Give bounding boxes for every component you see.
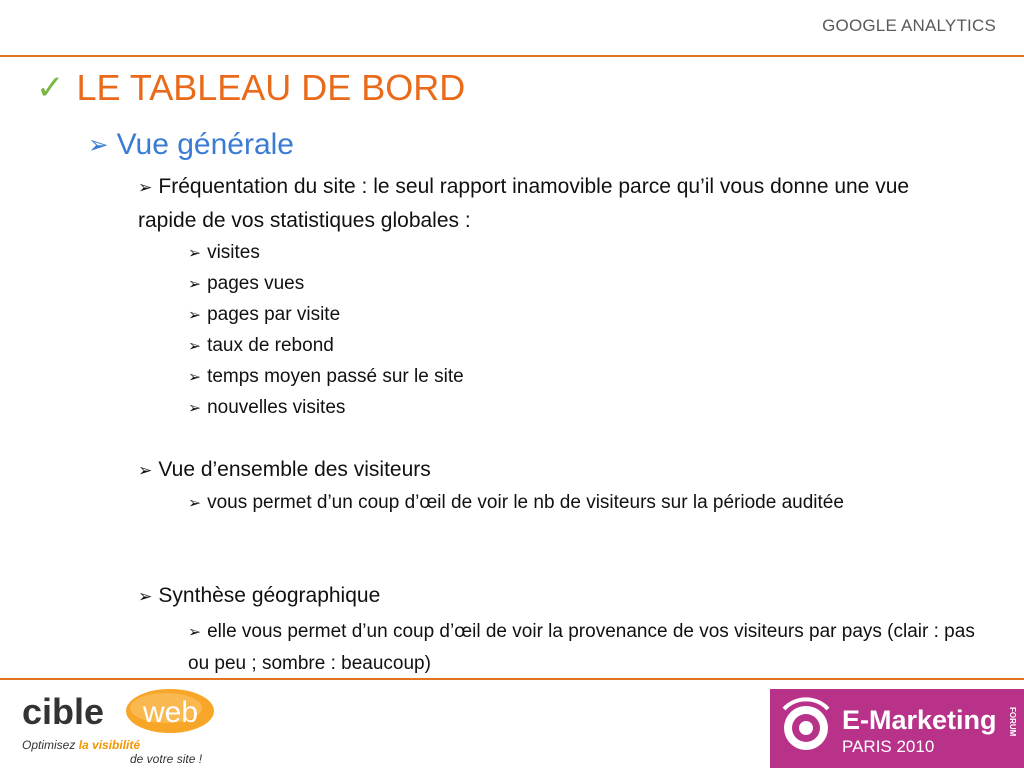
arrow-bullet-icon: ➢ [188, 369, 202, 386]
arrow-bullet-icon: ➢ [188, 245, 202, 262]
title-row [36, 67, 466, 108]
arrow-bullet-icon: ➢ [188, 307, 202, 324]
slide-title: LE TABLEAU DE BORD [76, 67, 466, 108]
forum-event: PARIS 2010 [842, 737, 935, 756]
logo-tagline-highlight: la visibilité [78, 738, 141, 752]
checkmark-icon: ✓ [36, 69, 65, 107]
bullet-geo-detail [188, 616, 978, 679]
arrow-bullet-icon: ➢ [138, 460, 153, 480]
forum-name: E-Marketing [842, 705, 997, 735]
subtitle-row [88, 128, 294, 162]
list-item-text: temps moyen passé sur le site [207, 366, 464, 387]
bullet-text: Fréquentation du site : le seul rapport inamovible parce qu’il vous donne une vue rapide de vos statistiques globales : [138, 175, 910, 232]
list-item-text: pages par visite [207, 304, 341, 325]
slide-subtitle: Vue générale [116, 128, 294, 161]
bottom-divider [0, 678, 1024, 680]
bullet-detail-text: vous permet d’un coup d’œil de voir le nb de visiteurs sur la période auditée [207, 492, 844, 513]
top-divider [0, 55, 1024, 57]
arrow-bullet-icon: ➢ [188, 624, 202, 641]
list-item-text: taux de rebond [207, 335, 334, 356]
header-label: GOOGLE ANALYTICS [822, 16, 996, 35]
emarketing-forum-logo [770, 689, 1024, 768]
logo-brand-left: cible [22, 691, 105, 732]
list-item [188, 237, 978, 269]
logo-tagline-prefix: Optimisez [22, 738, 79, 752]
arrow-bullet-icon: ➢ [188, 495, 202, 512]
bullet-detail-text: elle vous permet d’un coup d’œil de voir la provenance de vos visiteurs par pays (clair : pas ou peu ; sombre : beaucoup) [188, 621, 975, 674]
logo-brand-right: web [143, 696, 199, 729]
bullet-text: Synthèse géographique [158, 584, 381, 607]
bullet-text: Vue d’ensemble des visiteurs [158, 458, 431, 481]
bullet-frequentation [138, 170, 968, 238]
arrow-bullet-icon: ➢ [188, 276, 202, 293]
forum-tag: FORUM [1008, 707, 1017, 737]
bullet-geo [138, 579, 968, 613]
list-item-text: visites [207, 242, 260, 263]
bullet-visiteurs-detail [188, 487, 978, 519]
list-item [188, 268, 978, 300]
svg-text:Optimisez la visibilité [22, 738, 140, 752]
arrow-bullet-icon: ➢ [88, 132, 109, 159]
arrow-bullet-icon: ➢ [188, 400, 202, 417]
list-item-text: nouvelles visites [207, 397, 346, 418]
list-item [188, 330, 978, 362]
cibleweb-logo [22, 686, 222, 766]
bullet-visiteurs [138, 453, 968, 487]
list-item [188, 299, 978, 331]
arrow-bullet-icon: ➢ [138, 586, 153, 606]
list-item [188, 392, 978, 424]
arrow-bullet-icon: ➢ [188, 338, 202, 355]
logo-tagline-suffix: de votre site ! [130, 752, 203, 766]
list-item [188, 361, 978, 393]
list-item-text: pages vues [207, 273, 305, 294]
arrow-bullet-icon: ➢ [138, 177, 153, 197]
